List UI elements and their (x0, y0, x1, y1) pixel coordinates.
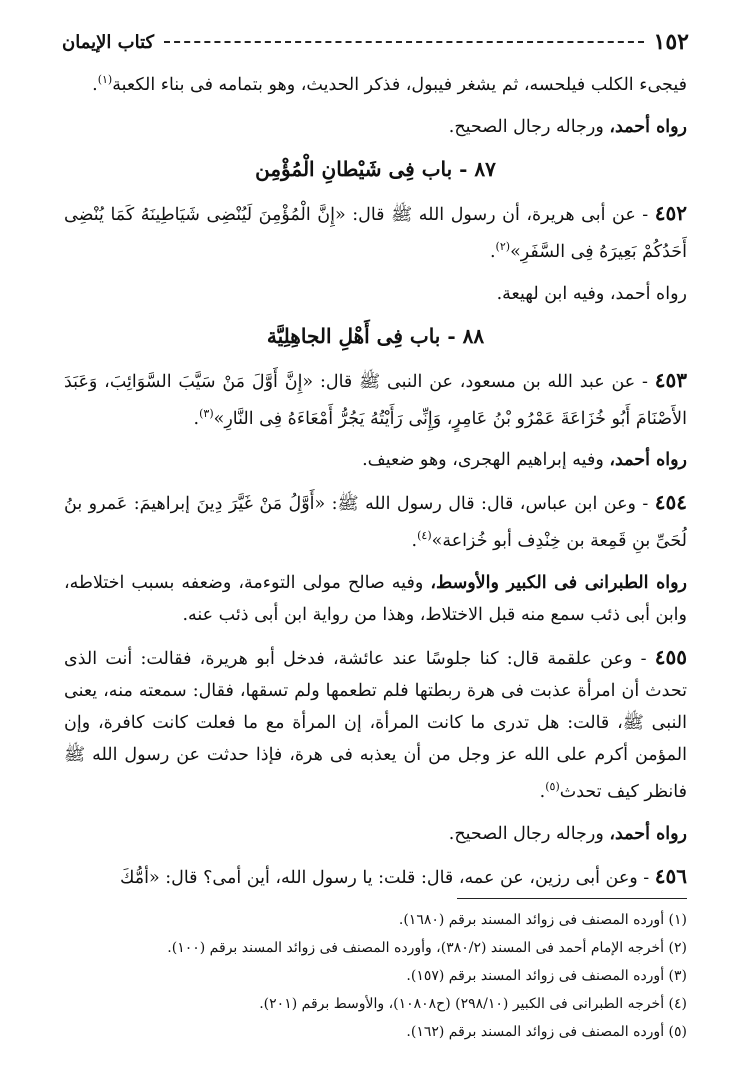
page-number: ١٥٢ (653, 29, 689, 55)
narration-note (64, 111, 687, 143)
footnote-5: (٥) أورده المصنف فى زوائد المسند برقم (١٦٢). (406, 1024, 687, 1040)
hadith-text: - وعن أبى رزين، عن عمه، قال: قلت: يا رسول الله، أين أمى؟ قال: «أمُّكَ (119, 868, 655, 889)
hadith-number: ٤٥٣ (654, 367, 687, 392)
hadith-456 (64, 860, 687, 894)
book-title: كتاب الإيمان (62, 31, 155, 53)
paragraph-text: فيجىء الكلب فيلحسه، ثم يشغر فيبول، فذكر الحديث، وهو بتمامه فى بناء الكعبة (112, 74, 687, 95)
hadith-number: ٤٥٥ (654, 645, 687, 670)
hadith-number: ٤٥٤ (654, 490, 687, 515)
footnote-2: (٢) أخرجه الإمام أحمد فى المسند (٣٨٠/٢)، وأورده المصنف فى زوائد المسند برقم (١٠٠). (167, 940, 687, 956)
narration-note: رواه أحمد، وفيه ابن لهيعة. (496, 283, 687, 304)
hadith-text: - وعن علقمة قال: كنا جلوسًا عند عائشة، فدخل أبو هريرة، فقالت: أنت الذى تحدث أن امرأة عذبت فى هرة ربطتها فلم تطعمها ولم تسقها، فقال: سمعته منه، يعنى النبى ﷺ، قالت: هل تدرى ما كانت المرأة، إن المرأة مع ما فعلت كانت كافرة، وإن المؤمن أكرم على الله عز وجل من أن يعذبه فى هرة، فإذا حدثت عن رسول الله ﷺ فانظر كيف تحدث (64, 649, 687, 803)
hadith-text: - عن عبد الله بن مسعود، عن النبى ﷺ قال: «إِنَّ أَوَّلَ مَنْ سَيَّبَ السَّوَائِبَ، وَعَبَدَ الأَصْنَامَ أَبُو خُزَاعَةَ عَمْرُو بْنُ عَامِرٍ، وَإِنِّى رَأَيْتُهُ يَجُرُّ أَمْعَاءَهُ فِى النَّارِ» (64, 371, 687, 429)
narration-note-text: ورجاله رجال الصحيح. (448, 116, 610, 137)
paragraph-continuation: فيجىء الكلب فيلحسه، ثم يشغر فيبول، فذكر الحديث، وهو بتمامه فى بناء الكعبة$^{(١)}$. (92, 73, 687, 95)
footnote-marker: (٥) (545, 780, 560, 794)
narrator-label: رواه الطبرانى فى الكبير والأوسط، (430, 573, 687, 594)
footnotes (64, 906, 687, 1046)
page-body (64, 64, 687, 904)
footnote-3: (٣) أورده المصنف فى زوائد المسند برقم (١٥٧). (406, 968, 687, 984)
narrator-label: رواه أحمد، (609, 824, 687, 845)
hadith-455: ٤٥٥ - وعن علقمة قال: كنا جلوسًا عند عائشة، فدخل أبو هريرة، فقالت: أنت الذى تحدث أن امرأة عذبت فى هرة ربطتها فلم تطعمها ولم تسقها، فقال: سمعته منه، يعنى النبى ﷺ، قالت: هل تدرى ما كانت المرأة، إن المرأة مع ما فعلت كانت كافرة، وإن المؤمن أكرم على الله عز وجل من أن يعذبه فى هرة، فإذا حدثت عن رسول الله ﷺ فانظر كيف تحدث$^{(٥)}$. (64, 645, 687, 803)
footnote-marker: (٤) (417, 529, 432, 543)
narrator-label: رواه أحمد، (609, 116, 687, 137)
hadith-number: ٤٥٦ (654, 864, 687, 889)
narration-note-text: ورجاله رجال الصحيح. (448, 824, 610, 845)
hadith-text: - عن أبى هريرة، أن رسول الله ﷺ قال: «إِنَّ الْمُؤْمِنَ لَيُنْضِى شَيَاطِينَهُ كَمَا يُنْضِى أَحَدُكُمْ بَعِيرَهُ فِى السَّفَرِ» (64, 204, 687, 262)
hadith-452: ٤٥٢ - عن أبى هريرة، أن رسول الله ﷺ قال: «إِنَّ الْمُؤْمِنَ لَيُنْضِى شَيَاطِينَهُ كَمَا يُنْضِى أَحَدُكُمْ بَعِيرَهُ فِى السَّفَرِ»$^{(٢)}$. (64, 200, 687, 262)
narration-note-text: وفيه صالح مولى التوءمة، وضعفه بسبب اختلاطه، وابن أبى ذئب سمع منه قبل الاختلاط، وهذا من رواية ابن أبى ذئب عنه. (64, 573, 687, 626)
narrator-label: رواه أحمد، (609, 450, 687, 471)
footnote-marker: (٢) (495, 239, 511, 253)
footnote-separator (457, 898, 687, 899)
footnote-marker: (١) (97, 73, 113, 86)
footnote-4: (٤) أخرجه الطبرانى فى الكبير (٢٩٨/١٠) (ح١٠٨٠٨)، والأوسط برقم (٢٠١). (259, 996, 687, 1012)
hadith-text: - وعن ابن عباس، قال: قال رسول الله ﷺ: «أَوَّلُ مَنْ غَيَّرَ دِينَ إبراهيمَ: عَمرو بنُ لُحَىِّ بنِ قَمِعة بن خِنْدِف أبو خُزاعة» (64, 494, 687, 552)
narration-note (64, 818, 687, 850)
hadith-number: ٤٥٢ (654, 200, 687, 225)
narration-note (64, 567, 687, 631)
hadith-453: ٤٥٣ - عن عبد الله بن مسعود، عن النبى ﷺ قال: «إِنَّ أَوَّلَ مَنْ سَيَّبَ السَّوَائِبَ، وَعَبَدَ الأَصْنَامَ أَبُو خُزَاعَةَ عَمْرُو بْنُ عَامِرٍ، وَإِنِّى رَأَيْتُهُ يَجُرُّ أَمْعَاءَهُ فِى النَّارِ»$^{(٣)}$. (64, 367, 687, 429)
footnote-1: (١) أورده المصنف فى زوائد المسند برقم (١٦٨٠). (398, 912, 687, 928)
narration-note-text: وفيه إبراهيم الهجرى، وهو ضعيف. (362, 450, 610, 471)
narration-note (64, 444, 687, 476)
chapter-heading-87: ٨٧ - باب فِى شَيْطانِ الْمُؤْمِن (255, 156, 496, 181)
header-rule (164, 41, 643, 43)
page-header (62, 30, 689, 54)
footnote-marker: (٣) (199, 406, 214, 420)
hadith-454: ٤٥٤ - وعن ابن عباس، قال: قال رسول الله ﷺ: «أَوَّلُ مَنْ غَيَّرَ دِينَ إبراهيمَ: عَمرو بنُ لُحَىِّ بنِ قَمِعة بن خِنْدِف أبو خُزاعة»$^{(٤)}$. (64, 490, 687, 552)
chapter-heading-88: ٨٨ - باب فِى أَهْلِ الجاهِلِيَّة (266, 323, 485, 348)
